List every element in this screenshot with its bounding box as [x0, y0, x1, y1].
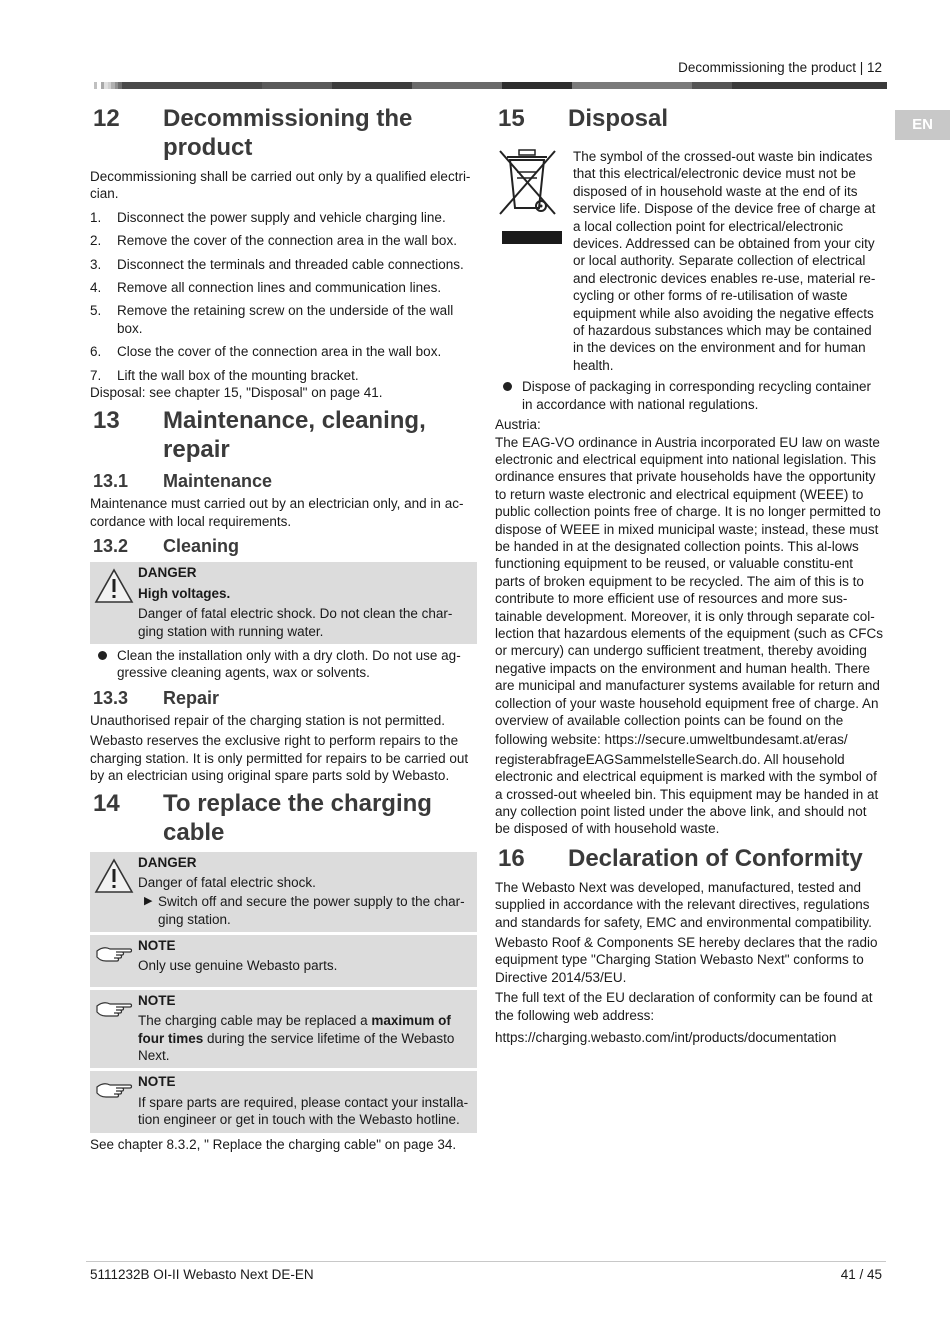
footer-divider: [86, 1261, 886, 1262]
stripe-segment: [502, 82, 572, 89]
section-title: Decommissioning the product: [163, 105, 413, 161]
disposal-reference: Disposal: see chapter 15, "Disposal" on page 41.: [90, 385, 383, 401]
footer-page-number: 41 / 45: [840, 1267, 882, 1282]
note-box-3: [90, 1071, 477, 1132]
note-box-2: [90, 990, 477, 1069]
crossed-out-bin-icon: [495, 148, 573, 374]
section-14-heading: 14 To replace the charging cable: [93, 790, 432, 847]
note-label: NOTE: [138, 1074, 176, 1090]
austria-url-line: following website: https://secure.umweltbundesamt.at/eras/: [495, 732, 848, 748]
subsection-13-2-heading: 13.2 Cleaning: [93, 536, 240, 557]
language-tab: EN: [895, 110, 950, 140]
header-stripe: [90, 82, 887, 89]
bullet-icon: [90, 647, 117, 682]
note-text: Only use genuine Webasto parts.: [138, 958, 338, 974]
danger-text: Danger of fatal electric shock.: [138, 874, 316, 890]
danger-action: ▶ Switch off and secure the power supply to the char-ging station.: [144, 894, 465, 927]
list-item: 2. Remove the cover of the connection area in the wall box.: [90, 233, 457, 249]
conformity-url: https://charging.webasto.com/int/products/documentation: [495, 1030, 837, 1046]
stripe-segment: [332, 82, 412, 89]
list-item: 4. Remove all connection lines and communication lines.: [90, 280, 442, 296]
maintenance-text: Maintenance must carried out by an electrician only, and in ac-cordance with local requirements.: [90, 496, 464, 529]
section-13-heading: 13 Maintenance, cleaning, repair: [93, 407, 426, 464]
action-arrow-icon: ▶: [144, 895, 153, 908]
austria-label: Austria:: [495, 417, 541, 433]
note-text: The charging cable may be replaced a maximum of four times during the service lifetime of the Webasto Next.: [138, 1013, 455, 1063]
conformity-text-1: The Webasto Next was developed, manufactured, tested and supplied in accordance with the relevant directives, regulations and standards for safety, EMC and environmental compatibility.: [495, 879, 872, 930]
cleaning-bullet: Clean the installation only with a dry cloth. Do not use ag-gressive cleaning agents, wax or solvents.: [90, 647, 477, 682]
decommission-intro: Decommissioning shall be carried out only by a qualified electri-cian.: [90, 169, 471, 202]
bullet-icon: [495, 378, 522, 413]
section-12-heading: [90, 104, 477, 162]
list-item: 7. Lift the wall box of the mounting bracket.: [90, 367, 359, 383]
conformity-text-2: Webasto Roof & Components SE hereby declares that the radio equipment type "Charging Station Webasto Next" conforms to Directive 2014/53/EU.: [495, 935, 878, 985]
danger-label: DANGER: [138, 565, 197, 581]
stripe-segment: [692, 82, 732, 89]
danger-text: Danger of fatal electric shock. Do not clean the char-ging station with running water.: [138, 606, 453, 639]
list-item: 1. Disconnect the power supply and vehicle charging line.: [90, 209, 446, 225]
weee-text: The symbol of the crossed-out waste bin indicates that this electrical/electronic device must not be disposed of in household waste at the end of its service life. Dispose of the device free of charge at a local collection point for electrical/electronic devices. Addressed can be obtained from your city or local authority. Separate collection of electrical and electronic devices enables re-use, material re-cycling or other forms of re-utilisation of waste equipment while also avoiding the negative effects of hazardous substances which may be contained in the devices on the environment and for human health.: [573, 149, 876, 373]
stripe-segment: [572, 82, 692, 89]
stripe-segment: [122, 82, 262, 89]
section-number: 12: [93, 105, 120, 132]
note-text: If spare parts are required, please contact your installa-tion engineer or get in touch with the Webasto hotline.: [138, 1094, 469, 1128]
pointing-hand-icon: [94, 1073, 138, 1128]
section-16-heading: 16 Declaration of Conformity: [498, 844, 863, 872]
austria-url-line-2: registerabfrageEAGSammelstelleSearch.do. All household electronic and electrical equipment is marked with the symbol of a crossed-out wheeled bin. This equipment may be handed in at any collection point listed under the above link, and should not be disposed of with household waste.: [495, 751, 879, 837]
subsection-13-1-heading: 13.1 Maintenance: [93, 471, 273, 492]
danger-box-cable: [90, 852, 477, 932]
stripe-segment: [262, 82, 332, 89]
list-item: 5. Remove the retaining screw on the underside of the wall box.: [90, 303, 454, 336]
conformity-text-3: The full text of the EU declaration of conformity can be found at the following web address:: [495, 990, 873, 1023]
stripe-segment: [412, 82, 502, 89]
danger-box-cleaning: [90, 562, 477, 644]
see-chapter-reference: See chapter 8.3.2, " Replace the charging cable" on page 34.: [90, 1136, 457, 1152]
decommission-steps: [90, 209, 477, 384]
running-header: Decommissioning the product | 12: [678, 60, 882, 75]
footer-doc-id: 5111232B OI-II Webasto Next DE-EN: [90, 1267, 314, 1282]
repair-text-1: Unauthorised repair of the charging station is not permitted.: [90, 712, 445, 728]
repair-text-2: Webasto reserves the exclusive right to perform repairs to the charging station. It is only permitted for repairs to be carried out by an electrician using original spare parts sold by Webasto.: [90, 733, 469, 783]
pointing-hand-icon: [94, 937, 138, 983]
note-label: NOTE: [138, 937, 176, 953]
right-column: [495, 104, 883, 1047]
danger-label: DANGER: [138, 855, 197, 871]
pointing-hand-icon: [94, 992, 138, 1065]
packaging-bullet: Dispose of packaging in corresponding recycling container in accordance with national regulations.: [495, 378, 883, 413]
note-box-1: [90, 935, 477, 987]
left-column: [90, 104, 477, 1153]
austria-text: The EAG-VO ordinance in Austria incorporated EU law on waste electronic and electrical equipment into national legislation. This ordinance ensures that private households have the opportunity to return waste electronic and electrical equipment (WEEE) to public collection points free of charge. It is no longer permitted to dispose of WEEE in mixed municipal waste; instead, these must be handed in at the designated collection points. This al-lows functioning equipment to be reused, or valuable constitu-ent parts of broken equipment to be recycled. The aim of this is to contribute to more efficient use of resources and more sus-tainable development. Moreover, it is only through separate col-lection that hazardous elements of the equipment (such as CFCs or mercury) can undergo sufficient treatment, thereby avoiding negative impacts on the environment and human health. There are municipal and manufacturer systems available for return and collection of your waste household equipment free of charge. An overview of available collection points can be found on the: [495, 434, 883, 728]
note-label: NOTE: [138, 992, 176, 1008]
subsection-13-3-heading: 13.3 Repair: [93, 687, 220, 708]
danger-headline: High voltages.: [138, 585, 231, 601]
list-item: 6. Close the cover of the connection area in the wall box.: [90, 344, 442, 360]
warning-triangle-icon: [94, 854, 138, 928]
stripe-segment: [732, 82, 887, 89]
list-item: 3. Disconnect the terminals and threaded cable connections.: [90, 256, 464, 272]
weee-block: [495, 148, 883, 374]
section-15-heading: 15 Disposal: [498, 105, 669, 132]
warning-triangle-icon: [94, 564, 138, 640]
